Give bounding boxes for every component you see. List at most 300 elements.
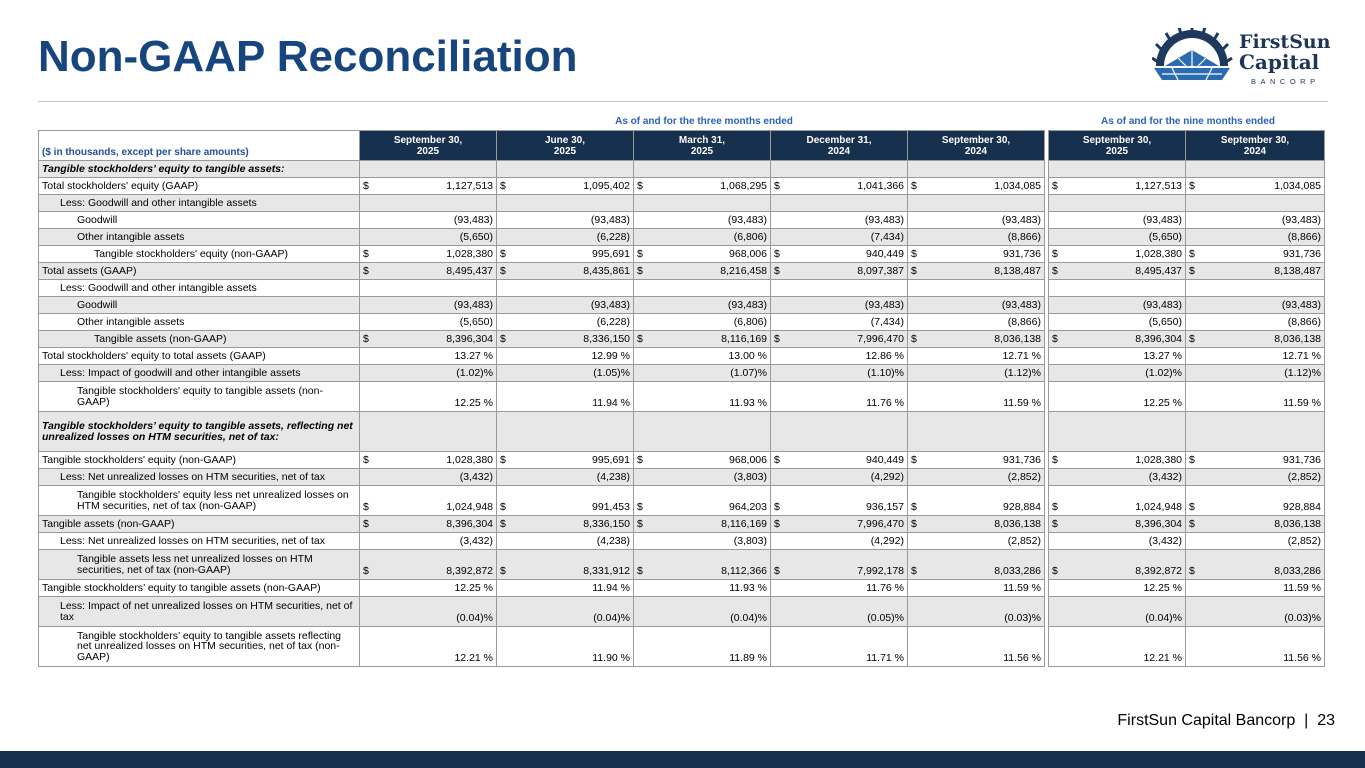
table-cell	[360, 161, 497, 178]
table-cell	[1186, 365, 1325, 382]
table-cell	[771, 331, 908, 348]
table-cell	[1186, 263, 1325, 280]
cell-value: 8,495,437	[446, 265, 493, 277]
table-cell	[908, 580, 1045, 597]
table-cell	[634, 246, 771, 263]
cell-value: 8,097,387	[857, 265, 904, 277]
table-cell	[360, 533, 497, 550]
table-cell	[771, 212, 908, 229]
table-cell	[360, 246, 497, 263]
cell-value: 8,435,861	[583, 265, 630, 277]
cell-value: 8,033,286	[1274, 565, 1321, 577]
cell-value: (3,432)	[459, 535, 493, 547]
cell-value: (93,483)	[727, 214, 767, 226]
currency-symbol: $	[911, 265, 917, 277]
table-row	[39, 297, 1325, 314]
table-cell	[634, 550, 771, 580]
table-row	[39, 161, 1325, 178]
table-cell	[771, 412, 908, 452]
table-cell	[1049, 516, 1186, 533]
table-cell	[360, 597, 497, 627]
cell-value: (3,803)	[733, 471, 767, 483]
table-cell	[1186, 412, 1325, 452]
cell-value: 11.56 %	[1003, 652, 1041, 664]
cell-value: 11.94 %	[592, 582, 630, 594]
table-cell	[771, 229, 908, 246]
row-label: Goodwill	[39, 297, 360, 314]
table-cell	[360, 365, 497, 382]
cell-value: 8,033,286	[994, 565, 1041, 577]
row-label: Tangible stockholders' equity less net unrealized losses on HTM securities, net of tax (non-GAAP)	[39, 486, 360, 516]
table-cell	[908, 161, 1045, 178]
table-cell	[634, 280, 771, 297]
cell-value: 12.21 %	[454, 652, 493, 664]
table-cell	[360, 280, 497, 297]
table-cell	[360, 516, 497, 533]
row-label: Tangible stockholders' equity to tangible assets (non-GAAP)	[39, 382, 360, 412]
table-cell	[360, 412, 497, 452]
cell-value: 8,116,169	[721, 518, 767, 530]
table-cell	[634, 365, 771, 382]
cell-value: 968,006	[729, 248, 767, 260]
row-label: Less: Impact of net unrealized losses on HTM securities, net of tax	[39, 597, 360, 627]
table-cell	[634, 348, 771, 365]
cell-value: 8,036,138	[1274, 333, 1321, 345]
table-row	[39, 550, 1325, 580]
table-cell	[1186, 533, 1325, 550]
table-cell	[771, 550, 908, 580]
cell-value: (1.12)%	[1284, 367, 1321, 379]
cell-value: (7,434)	[870, 231, 904, 243]
table-cell	[771, 195, 908, 212]
cell-value: 995,691	[592, 248, 630, 260]
table-cell	[1049, 412, 1186, 452]
table-cell	[771, 297, 908, 314]
table-cell	[908, 627, 1045, 667]
cell-value: 11.94 %	[592, 397, 630, 409]
column-header: September 30, 2025	[360, 131, 497, 161]
table-row	[39, 331, 1325, 348]
table-cell	[908, 533, 1045, 550]
table-cell	[771, 246, 908, 263]
footer-bar	[0, 751, 1365, 768]
cell-value: 1,127,513	[446, 180, 493, 192]
table-cell	[1049, 627, 1186, 667]
table-cell	[771, 382, 908, 412]
currency-symbol: $	[363, 265, 369, 277]
table-cell	[634, 331, 771, 348]
currency-symbol: $	[363, 565, 369, 577]
cell-value: 12.25 %	[1143, 582, 1182, 594]
cell-value: (5,650)	[459, 316, 493, 328]
page-title: Non-GAAP Reconciliation	[38, 32, 578, 81]
row-label: Goodwill	[39, 212, 360, 229]
cell-value: 1,028,380	[446, 454, 493, 466]
table-cell	[908, 469, 1045, 486]
table-cell	[1186, 452, 1325, 469]
currency-symbol: $	[1052, 265, 1058, 277]
row-label: Tangible stockholders' equity (non-GAAP)	[39, 452, 360, 469]
table-cell	[634, 516, 771, 533]
currency-symbol: $	[363, 248, 369, 260]
table-cell	[1049, 486, 1186, 516]
table-cell	[497, 516, 634, 533]
table-cell	[497, 627, 634, 667]
cell-value: (2,852)	[1287, 471, 1321, 483]
cell-value: 13.00 %	[728, 350, 767, 362]
table-cell	[360, 627, 497, 667]
currency-symbol: $	[1189, 565, 1195, 577]
cell-value: 11.59 %	[1283, 582, 1321, 594]
table-cell	[497, 486, 634, 516]
currency-symbol: $	[500, 501, 506, 513]
cell-value: (6,806)	[733, 316, 767, 328]
table-cell	[497, 382, 634, 412]
cell-value: 8,036,138	[994, 333, 1041, 345]
cell-value: 936,157	[866, 501, 904, 513]
table-cell	[771, 314, 908, 331]
column-header: September 30, 2025	[1049, 131, 1186, 161]
table-cell	[360, 348, 497, 365]
cell-value: (0.04)%	[1145, 612, 1182, 624]
cell-value: (5,650)	[1148, 316, 1182, 328]
table-cell	[1186, 195, 1325, 212]
table-cell	[360, 382, 497, 412]
cell-value: (93,483)	[1142, 214, 1182, 226]
currency-symbol: $	[637, 333, 643, 345]
row-label: Total stockholders' equity (GAAP)	[39, 178, 360, 195]
cell-value: (2,852)	[1007, 535, 1041, 547]
table-cell	[908, 348, 1045, 365]
cell-value: (93,483)	[1281, 299, 1321, 311]
table-cell	[634, 161, 771, 178]
title-divider	[38, 101, 1328, 102]
table-cell	[360, 580, 497, 597]
table-row	[39, 469, 1325, 486]
table-cell	[1186, 597, 1325, 627]
footer-company-page: FirstSun Capital Bancorp | 23	[1117, 712, 1335, 729]
cell-value: 7,996,470	[857, 518, 904, 530]
currency-symbol: $	[774, 518, 780, 530]
cell-value: 11.56 %	[1283, 652, 1321, 664]
currency-symbol: $	[1052, 180, 1058, 192]
table-cell	[634, 382, 771, 412]
table-row	[39, 246, 1325, 263]
row-label: Total stockholders' equity to total assets (GAAP)	[39, 348, 360, 365]
row-label: Less: Impact of goodwill and other intangible assets	[39, 365, 360, 382]
cell-value: 11.59 %	[1003, 397, 1041, 409]
row-label: Other intangible assets	[39, 229, 360, 246]
table-cell	[771, 280, 908, 297]
currency-symbol: $	[1189, 180, 1195, 192]
currency-symbol: $	[774, 454, 780, 466]
cell-value: (0.05)%	[867, 612, 904, 624]
cell-value: (7,434)	[870, 316, 904, 328]
table-row	[39, 580, 1325, 597]
cell-value: (93,483)	[1001, 214, 1041, 226]
table-cell	[1186, 580, 1325, 597]
table-cell	[1049, 469, 1186, 486]
cell-value: (3,803)	[733, 535, 767, 547]
table-cell	[908, 486, 1045, 516]
cell-value: (6,806)	[733, 231, 767, 243]
cell-value: 12.25 %	[1143, 397, 1182, 409]
cell-value: 8,396,304	[1135, 333, 1182, 345]
row-label: Tangible stockholders’ equity to tangible assets reflecting net unrealized losses on HTM securities, net of tax (non-GAAP)	[39, 627, 360, 667]
label-column-header: ($ in thousands, except per share amounts)	[39, 131, 360, 161]
currency-symbol: $	[637, 565, 643, 577]
cell-value: 12.86 %	[865, 350, 904, 362]
cell-value: 8,495,437	[1135, 265, 1182, 277]
cell-value: 12.99 %	[591, 350, 630, 362]
currency-symbol: $	[774, 180, 780, 192]
cell-value: (4,292)	[870, 535, 904, 547]
row-label: Tangible stockholders’ equity to tangible assets (non-GAAP)	[39, 580, 360, 597]
table-cell	[908, 412, 1045, 452]
row-label: Tangible stockholders’ equity to tangible assets:	[39, 161, 360, 178]
cell-value: (4,238)	[596, 471, 630, 483]
table-cell	[360, 195, 497, 212]
cell-value: (5,650)	[459, 231, 493, 243]
currency-symbol: $	[500, 248, 506, 260]
cell-value: (93,483)	[727, 299, 767, 311]
table-cell	[771, 178, 908, 195]
cell-value: (0.03)%	[1284, 612, 1321, 624]
cell-value: (6,228)	[596, 316, 630, 328]
row-label: Tangible assets less net unrealized losses on HTM securities, net of tax (non-GAAP)	[39, 550, 360, 580]
cell-value: 1,034,085	[994, 180, 1041, 192]
table-cell	[634, 627, 771, 667]
table-cell	[634, 229, 771, 246]
cell-value: 1,028,380	[446, 248, 493, 260]
currency-symbol: $	[774, 333, 780, 345]
cell-value: 931,736	[1003, 248, 1041, 260]
cell-value: 12.25 %	[454, 582, 493, 594]
table-cell	[1186, 178, 1325, 195]
cell-value: (93,483)	[1142, 299, 1182, 311]
table-cell	[771, 263, 908, 280]
table-row	[39, 412, 1325, 452]
cell-value: (93,483)	[1001, 299, 1041, 311]
cell-value: 11.90 %	[592, 652, 630, 664]
table-cell	[497, 161, 634, 178]
table-cell	[360, 212, 497, 229]
currency-symbol: $	[774, 565, 780, 577]
cell-value: (3,432)	[459, 471, 493, 483]
table-cell	[634, 597, 771, 627]
table-cell	[771, 533, 908, 550]
table-cell	[1186, 486, 1325, 516]
logo-line-2: Capital	[1239, 50, 1320, 74]
cell-value: (0.03)%	[1004, 612, 1041, 624]
table-cell	[771, 597, 908, 627]
cell-value: (3,432)	[1148, 471, 1182, 483]
table-cell	[360, 229, 497, 246]
table-cell	[908, 597, 1045, 627]
row-label: Less: Net unrealized losses on HTM securities, net of tax	[39, 469, 360, 486]
cell-value: 8,392,872	[446, 565, 493, 577]
cell-value: 11.93 %	[729, 582, 767, 594]
table-cell	[634, 533, 771, 550]
row-label: Tangible assets (non-GAAP)	[39, 516, 360, 533]
table-cell	[771, 452, 908, 469]
cell-value: 8,336,150	[583, 518, 630, 530]
table-cell	[1186, 348, 1325, 365]
cell-value: (8,866)	[1007, 316, 1041, 328]
currency-symbol: $	[774, 265, 780, 277]
table-cell	[1049, 331, 1186, 348]
table-cell	[497, 229, 634, 246]
table-cell	[360, 263, 497, 280]
table-cell	[908, 452, 1045, 469]
cell-value: 1,028,380	[1135, 454, 1182, 466]
table-cell	[360, 314, 497, 331]
table-cell	[1049, 314, 1186, 331]
table-cell	[360, 550, 497, 580]
cell-value: 8,112,366	[721, 565, 767, 577]
table-row	[39, 212, 1325, 229]
currency-symbol: $	[911, 248, 917, 260]
table-cell	[908, 263, 1045, 280]
currency-symbol: $	[500, 180, 506, 192]
table-cell	[1049, 195, 1186, 212]
table-cell	[497, 469, 634, 486]
cell-value: 931,736	[1003, 454, 1041, 466]
table-cell	[1049, 550, 1186, 580]
column-header: March 31, 2025	[634, 131, 771, 161]
table-cell	[1049, 580, 1186, 597]
currency-symbol: $	[1052, 501, 1058, 513]
table-cell	[1049, 452, 1186, 469]
cell-value: (0.04)%	[593, 612, 630, 624]
currency-symbol: $	[1189, 265, 1195, 277]
table-cell	[771, 348, 908, 365]
table-cell	[634, 195, 771, 212]
table-cell	[497, 533, 634, 550]
cell-value: (93,483)	[864, 299, 904, 311]
cell-value: 1,028,380	[1135, 248, 1182, 260]
table-cell	[1049, 597, 1186, 627]
table-cell	[634, 452, 771, 469]
table-cell	[908, 314, 1045, 331]
currency-symbol: $	[911, 454, 917, 466]
currency-symbol: $	[1189, 248, 1195, 260]
table-row	[39, 452, 1325, 469]
table-cell	[1049, 161, 1186, 178]
currency-symbol: $	[363, 333, 369, 345]
table-row	[39, 516, 1325, 533]
table-cell	[1049, 229, 1186, 246]
table-row	[39, 348, 1325, 365]
table-cell	[360, 331, 497, 348]
table-cell	[497, 452, 634, 469]
currency-symbol: $	[1189, 518, 1195, 530]
table-row	[39, 597, 1325, 627]
table-cell	[497, 178, 634, 195]
cell-value: (1.12)%	[1004, 367, 1041, 379]
currency-symbol: $	[637, 180, 643, 192]
row-label: Tangible stockholders’ equity to tangible assets, reflecting net unrealized losses on HTM securities, net of tax:	[39, 412, 360, 452]
column-header: December 31, 2024	[771, 131, 908, 161]
cell-value: 995,691	[592, 454, 630, 466]
cell-value: 8,392,872	[1135, 565, 1182, 577]
cell-value: 964,203	[729, 501, 767, 513]
cell-value: 8,216,458	[720, 265, 767, 277]
cell-value: (93,483)	[590, 214, 630, 226]
table-cell	[771, 516, 908, 533]
table-cell	[1186, 314, 1325, 331]
cell-value: 8,396,304	[1135, 518, 1182, 530]
table-cell	[908, 229, 1045, 246]
table-row	[39, 314, 1325, 331]
currency-symbol: $	[363, 518, 369, 530]
cell-value: (8,866)	[1287, 316, 1321, 328]
row-label: Tangible assets (non-GAAP)	[39, 331, 360, 348]
table-row	[39, 178, 1325, 195]
table-cell	[634, 314, 771, 331]
table-cell	[1186, 212, 1325, 229]
currency-symbol: $	[911, 565, 917, 577]
currency-symbol: $	[500, 454, 506, 466]
logo-line-1: FirstSun	[1239, 31, 1331, 53]
table-cell	[1186, 280, 1325, 297]
column-header: June 30, 2025	[497, 131, 634, 161]
table-cell	[1186, 382, 1325, 412]
cell-value: 13.27 %	[454, 350, 493, 362]
table-cell	[908, 246, 1045, 263]
cell-value: 968,006	[729, 454, 767, 466]
table-cell	[360, 469, 497, 486]
row-label: Other intangible assets	[39, 314, 360, 331]
table-cell	[1049, 263, 1186, 280]
currency-symbol: $	[1052, 518, 1058, 530]
currency-symbol: $	[774, 501, 780, 513]
period-header-three-months: As of and for the three months ended	[615, 116, 793, 127]
table-cell	[908, 195, 1045, 212]
row-label: Less: Net unrealized losses on HTM securities, net of tax	[39, 533, 360, 550]
currency-symbol: $	[1052, 454, 1058, 466]
cell-value: (93,483)	[864, 214, 904, 226]
cell-value: (1.10)%	[867, 367, 904, 379]
table-row	[39, 486, 1325, 516]
currency-symbol: $	[1052, 333, 1058, 345]
cell-value: 1,127,513	[1135, 180, 1182, 192]
cell-value: (1.07)%	[730, 367, 767, 379]
table-row	[39, 263, 1325, 280]
table-cell	[497, 597, 634, 627]
cell-value: (1.02)%	[456, 367, 493, 379]
table-cell	[497, 331, 634, 348]
table-cell	[634, 263, 771, 280]
cell-value: (2,852)	[1287, 535, 1321, 547]
cell-value: (1.05)%	[593, 367, 630, 379]
table-cell	[908, 212, 1045, 229]
table-cell	[771, 469, 908, 486]
table-cell	[1186, 161, 1325, 178]
table-row	[39, 533, 1325, 550]
cell-value: 7,992,178	[857, 565, 904, 577]
table-cell	[1049, 246, 1186, 263]
cell-value: 1,024,948	[1135, 501, 1182, 513]
currency-symbol: $	[637, 501, 643, 513]
table-cell	[908, 178, 1045, 195]
currency-symbol: $	[1052, 248, 1058, 260]
cell-value: (5,650)	[1148, 231, 1182, 243]
table-row	[39, 280, 1325, 297]
table-cell	[634, 212, 771, 229]
table-cell	[1049, 212, 1186, 229]
cell-value: 7,996,470	[857, 333, 904, 345]
